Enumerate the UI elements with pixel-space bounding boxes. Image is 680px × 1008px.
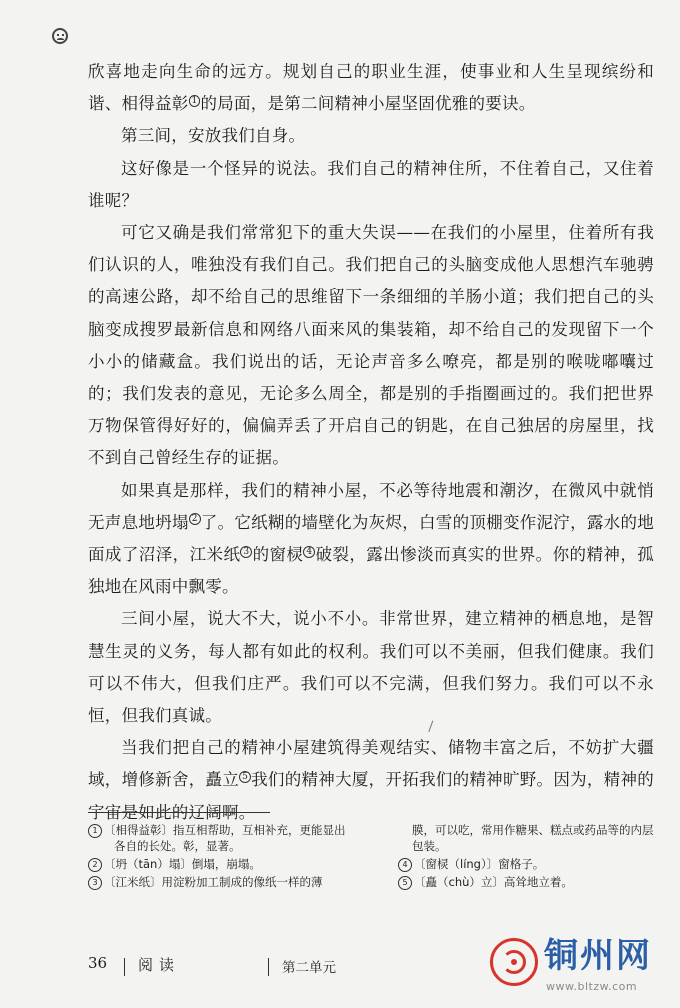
footnote-number: 3	[88, 876, 102, 890]
site-watermark	[490, 934, 666, 998]
paragraph-text: 当我们把自己的精神小屋建筑得美观结实、储物丰富之后，不妨扩大疆域，增修新舍，矗立	[88, 738, 654, 790]
footnote-text: 〔相得益彰〕指互相帮助，互相补充，更能显出各自的长处。彰，显著。	[104, 823, 346, 853]
footnote-text: 〔坍（tān）塌〕倒塌，崩塌。	[104, 857, 261, 871]
paragraph-text: 可它又确是我们常常犯下的重大失误——在我们的小屋里，住着所有我们认识的人，唯独没有我们自己。我们把自己的头脑变成他人思想汽车驰骋的高速公路，却不给自己的思维留下一条细细的羊肠小道；我们把自己的头脑变成搜罗最新信息和网络八面来风的集装箱，却不给自己的发现留下一个小小的储藏盒。我们说出的话，无论声音多么嘹亮，都是别的喉咙嘟囔过的；我们发表的意见，无论多么周全，都是别的手指圈画过的。我们把世界万物保管得好好的，偏偏弄丢了开启自己的钥匙，在自己独居的房屋里，找不到自己曾经生存的证据。	[88, 223, 654, 468]
footnote-marker: 4	[303, 546, 315, 558]
footnotes-left-column	[88, 822, 356, 892]
footnote-text: 〔矗（chù）立〕高耸地立着。	[414, 875, 573, 889]
book-title: 阅读	[138, 956, 181, 974]
page-number: 36	[88, 954, 108, 972]
footnotes-right-column	[398, 822, 654, 892]
paragraph-text: 了。它纸糊的墙壁化为灰烬，白雪的顶棚变作泥泞，露水的地面成了沼泽，江米纸	[88, 512, 655, 565]
footnote	[88, 874, 356, 890]
footer-divider	[124, 958, 125, 976]
footnote	[398, 822, 654, 854]
footnote	[88, 856, 356, 872]
page-corner-icon	[52, 28, 68, 44]
unit-title: 第二单元	[282, 960, 336, 976]
footer-divider	[268, 958, 269, 976]
watermark-name: 铜州网	[544, 936, 652, 976]
paragraph	[88, 56, 654, 120]
footnote-marker: 2	[189, 513, 201, 525]
footnote-text: 〔江米纸〕用淀粉加工制成的像纸一样的薄	[104, 875, 323, 889]
paragraph	[88, 217, 654, 475]
site-logo-icon	[490, 938, 538, 986]
footnote-text: 〔窗棂（líng）〕窗格子。	[414, 857, 545, 871]
paragraph	[88, 603, 654, 732]
paragraph	[88, 120, 654, 152]
footnote-text: 膜，可以吃，常用作糖果、糕点或药品等的内层包装。	[412, 823, 654, 853]
footnote-number: 1	[88, 824, 102, 838]
footnote	[398, 874, 654, 890]
paragraph-text: 的局面，是第二间精神小屋坚固优雅的要诀。	[200, 94, 536, 114]
footnote-marker: 5	[239, 771, 251, 783]
footnote	[398, 856, 654, 872]
paragraph	[88, 153, 654, 217]
paragraph-text: 这好像是一个怪异的说法。我们自己的精神住所，不住着自己，又住着谁呢？	[88, 158, 654, 210]
paragraph-text: 欣喜地走向生命的远方。规划自己的职业生涯，使事业和人生呈现缤纷和谐、相得益彰	[88, 62, 654, 114]
paragraph	[88, 475, 654, 604]
paragraph-text: 第三间，安放我们自身。	[121, 126, 306, 146]
footnote-number: 4	[398, 858, 412, 872]
paragraph-text: 我们的精神大厦，开拓我们的精神旷野。因为，精神的宇宙是如此的辽阔啊。	[88, 770, 655, 822]
paragraph	[88, 732, 654, 829]
paragraph-text: 三间小屋，说大不大，说小不小。非常世界，建立精神的栖息地，是智慧生灵的义务，每人都有如此的权利。我们可以不美丽，但我们健康。我们可以不伟大，但我们庄严。我们可以不完满，但我们努力。我们可以不永恒，但我们真诚。	[88, 609, 654, 726]
article-body	[88, 56, 654, 829]
paragraph-text: 的窗棂	[252, 545, 304, 565]
footnote	[88, 822, 356, 854]
footnote-number: 2	[88, 858, 102, 872]
footnote-marker: 1	[189, 95, 201, 107]
footnote-number: 5	[398, 876, 412, 890]
footnote-rule	[88, 812, 270, 813]
paragraph-text: 破裂，露出惨淡而真实的世界。你的精神，孤独地在风雨中飘零。	[88, 545, 655, 597]
footnote-marker: 3	[240, 546, 252, 558]
watermark-url: www.bltzw.com	[546, 980, 638, 993]
paragraph-text: 如果真是那样，我们的精神小屋，不必等待地震和潮汐，在微风中就悄无声息地坍塌	[88, 480, 654, 532]
